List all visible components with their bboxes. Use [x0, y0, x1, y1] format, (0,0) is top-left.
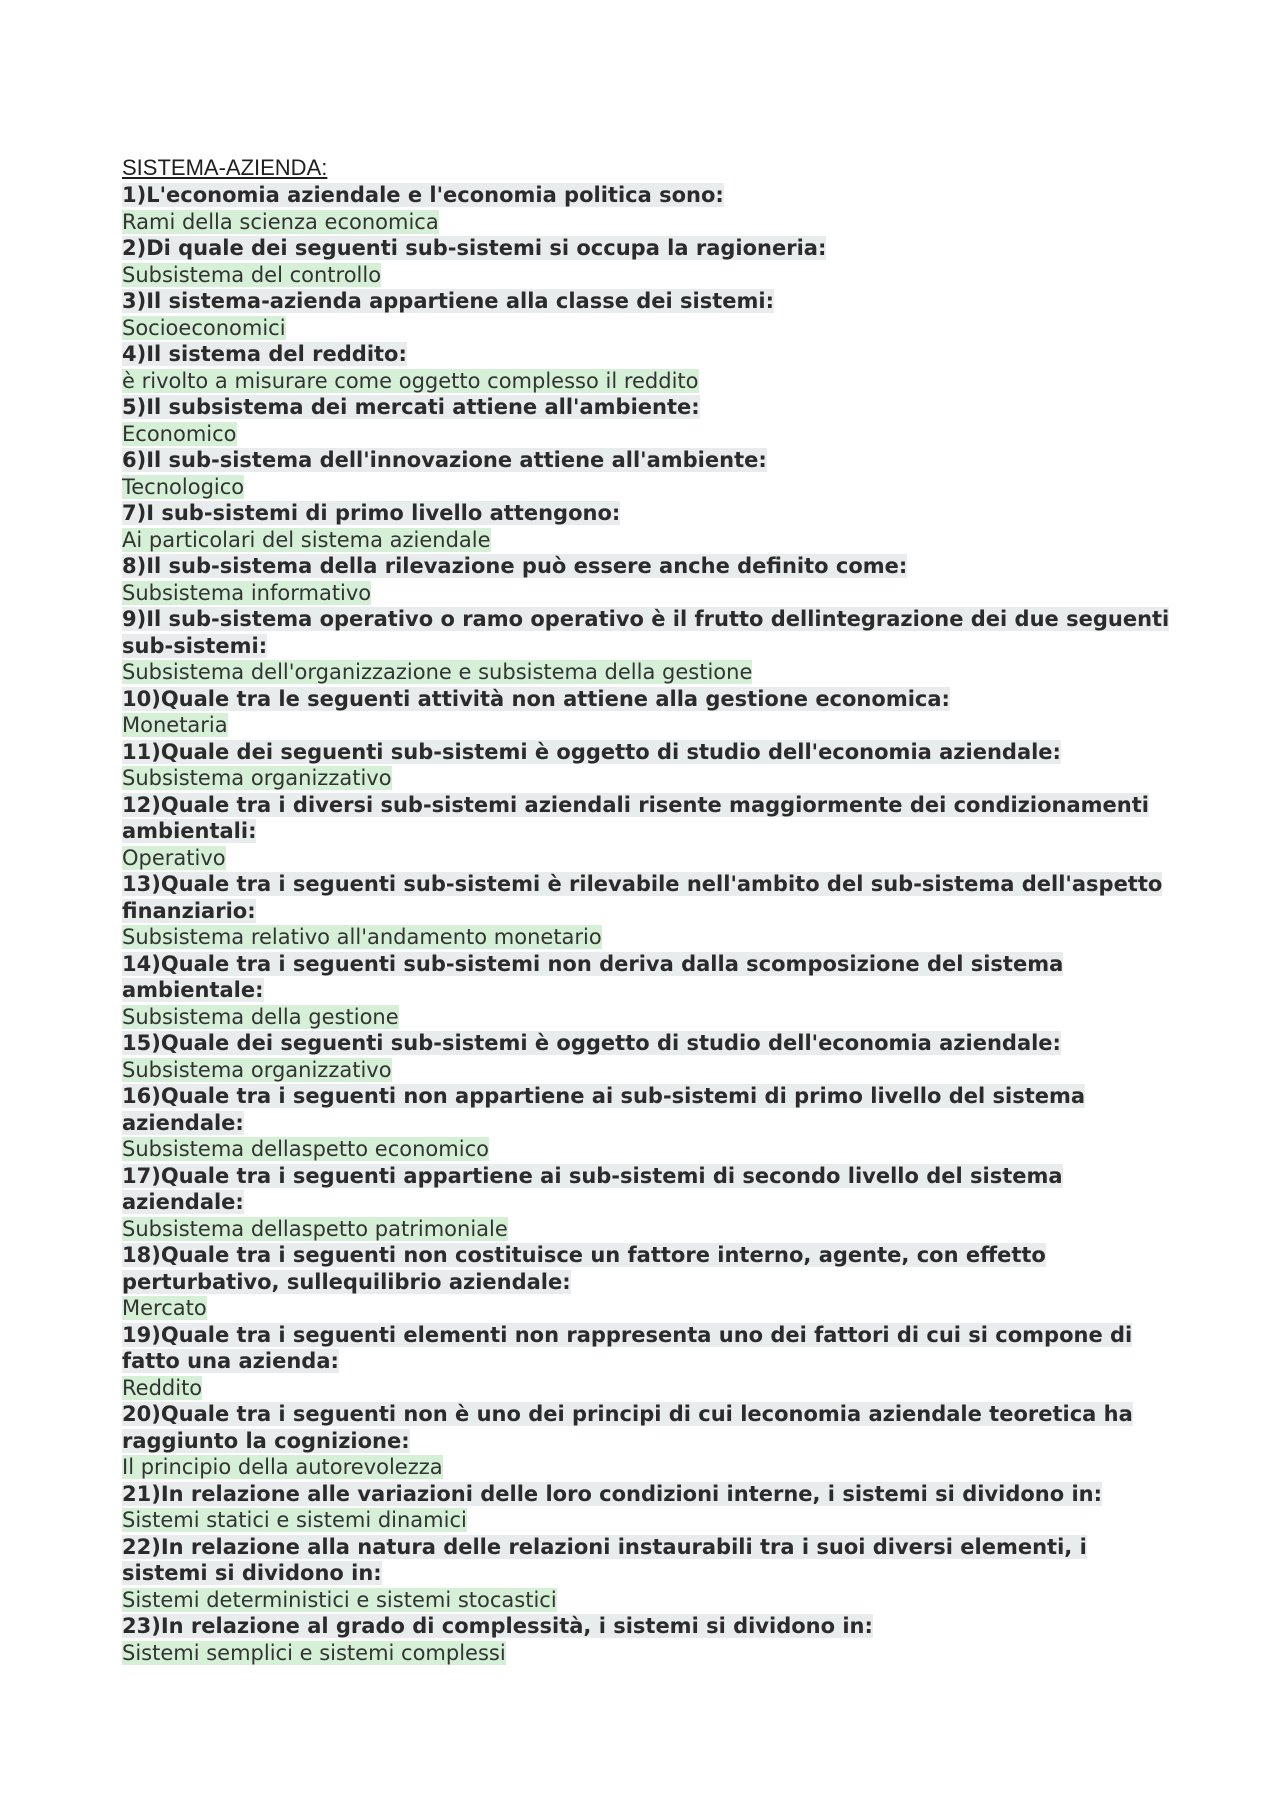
question-highlight: 2)Di quale dei seguenti sub-sistemi si occupa la ragioneria:: [122, 236, 827, 260]
qa-list: [122, 182, 1172, 1666]
answer-highlight: Monetaria: [122, 713, 228, 737]
qa-item: [122, 1322, 1172, 1402]
answer-text: [122, 1136, 1172, 1163]
qa-item: [122, 792, 1172, 872]
qa-item: [122, 1613, 1172, 1666]
question-highlight: 8)Il sub-sistema della rilevazione può essere anche definito come:: [122, 554, 908, 578]
question-text: [122, 951, 1172, 1004]
question-highlight: 20)Quale tra i seguenti non è uno dei principi di cui leconomia aziendale teoretica ha raggiunto la cognizione:: [122, 1402, 1133, 1453]
answer-text: [122, 315, 1172, 342]
answer-highlight: Economico: [122, 421, 237, 446]
answer-highlight: Subsistema della gestione: [122, 1004, 399, 1029]
answer-highlight: Rami della scienza economica: [122, 209, 439, 234]
question-text: [122, 500, 1172, 527]
answer-text: [122, 1507, 1172, 1534]
answer-text: [122, 474, 1172, 501]
document-page: [122, 155, 1172, 1666]
qa-item: [122, 871, 1172, 951]
question-highlight: 7)I sub-sistemi di primo livello attengono:: [122, 501, 621, 525]
question-highlight: 3)Il sistema-azienda appartiene alla classe dei sistemi:: [122, 289, 774, 313]
question-text: [122, 1322, 1172, 1375]
answer-text: [122, 1454, 1172, 1481]
question-highlight: 19)Quale tra i seguenti elementi non rappresenta uno dei fattori di cui si compone di fatto una azienda:: [122, 1322, 1133, 1373]
question-text: [122, 686, 1172, 713]
qa-item: [122, 739, 1172, 792]
answer-highlight: Subsistema organizzativo: [122, 766, 392, 790]
question-text: [122, 1030, 1172, 1057]
answer-text: [122, 580, 1172, 607]
qa-item: [122, 1401, 1172, 1481]
answer-text: [122, 1216, 1172, 1243]
answer-highlight: Subsistema del controllo: [122, 262, 382, 287]
answer-highlight: Reddito: [122, 1375, 203, 1400]
answer-highlight: Sistemi statici e sistemi dinamici: [122, 1508, 467, 1532]
answer-highlight: Subsistema dellaspetto economico: [122, 1137, 489, 1161]
question-text: [122, 394, 1172, 421]
qa-item: [122, 951, 1172, 1031]
question-highlight: 14)Quale tra i seguenti sub-sistemi non deriva dalla scomposizione del sistema ambientale:: [122, 951, 1064, 1002]
answer-text: [122, 368, 1172, 395]
answer-text: [122, 421, 1172, 448]
question-highlight: 21)In relazione alle variazioni delle loro condizioni interne, i sistemi si dividono in:: [122, 1481, 1103, 1506]
qa-item: [122, 1481, 1172, 1534]
answer-text: [122, 1057, 1172, 1084]
qa-item: [122, 1083, 1172, 1163]
answer-text: [122, 845, 1172, 872]
question-text: [122, 182, 1172, 209]
answer-highlight: Sistemi semplici e sistemi complessi: [122, 1640, 506, 1665]
answer-text: [122, 765, 1172, 792]
question-highlight: 13)Quale tra i seguenti sub-sistemi è rilevabile nell'ambito del sub-sistema dell'aspetto finanziario:: [122, 872, 1163, 923]
qa-item: [122, 1163, 1172, 1243]
qa-item: [122, 1242, 1172, 1322]
question-highlight: 11)Quale dei seguenti sub-sistemi è oggetto di studio dell'economia aziendale:: [122, 739, 1061, 764]
question-highlight: 9)Il sub-sistema operativo o ramo operativo è il frutto dellintegrazione dei due seguenti sub-sistemi:: [122, 607, 1170, 658]
answer-highlight: Subsistema dellaspetto patrimoniale: [122, 1216, 508, 1241]
qa-item: [122, 686, 1172, 739]
answer-text: [122, 527, 1172, 554]
question-highlight: 18)Quale tra i seguenti non costituisce un fattore interno, agente, con effetto perturbativo, sullequilibrio aziendale:: [122, 1243, 1046, 1294]
qa-item: [122, 182, 1172, 235]
answer-highlight: Subsistema relativo all'andamento monetario: [122, 925, 602, 949]
answer-highlight: Subsistema organizzativo: [122, 1057, 392, 1082]
answer-text: [122, 712, 1172, 739]
question-text: [122, 553, 1172, 580]
answer-highlight: Socioeconomici: [122, 315, 286, 340]
question-text: [122, 235, 1172, 262]
answer-highlight: è rivolto a misurare come oggetto complesso il reddito: [122, 368, 699, 393]
qa-item: [122, 606, 1172, 686]
question-highlight: 10)Quale tra le seguenti attività non attiene alla gestione economica:: [122, 686, 950, 711]
answer-highlight: Tecnologico: [122, 474, 245, 499]
question-highlight: 6)Il sub-sistema dell'innovazione attiene all'ambiente:: [122, 448, 767, 472]
answer-text: [122, 262, 1172, 289]
question-highlight: 15)Quale dei seguenti sub-sistemi è oggetto di studio dell'economia aziendale:: [122, 1031, 1061, 1055]
question-text: [122, 1083, 1172, 1136]
answer-highlight: Subsistema dell'organizzazione e subsistema della gestione: [122, 660, 753, 684]
qa-item: [122, 288, 1172, 341]
question-text: [122, 792, 1172, 845]
qa-item: [122, 553, 1172, 606]
question-text: [122, 288, 1172, 315]
question-text: [122, 871, 1172, 924]
question-highlight: 22)In relazione alla natura delle relazioni instaurabili tra i suoi diversi elementi, i sistemi si dividono in:: [122, 1534, 1087, 1585]
question-text: [122, 1401, 1172, 1454]
qa-item: [122, 1534, 1172, 1614]
answer-highlight: Operativo: [122, 845, 226, 870]
answer-text: [122, 659, 1172, 686]
question-text: [122, 1613, 1172, 1640]
qa-item: [122, 500, 1172, 553]
question-highlight: 1)L'economia aziendale e l'economia politica sono:: [122, 183, 724, 207]
qa-item: [122, 235, 1172, 288]
question-highlight: 23)In relazione al grado di complessità, i sistemi si dividono in:: [122, 1614, 873, 1638]
question-highlight: 17)Quale tra i seguenti appartiene ai sub-sistemi di secondo livello del sistema aziendale:: [122, 1163, 1063, 1214]
qa-item: [122, 1030, 1172, 1083]
answer-text: [122, 1004, 1172, 1031]
answer-highlight: Sistemi deterministici e sistemi stocastici: [122, 1587, 557, 1612]
answer-highlight: Il principio della autorevolezza: [122, 1455, 443, 1479]
answer-text: [122, 1640, 1172, 1667]
question-text: [122, 1534, 1172, 1587]
answer-text: [122, 1587, 1172, 1614]
answer-highlight: Mercato: [122, 1296, 207, 1320]
question-text: [122, 1481, 1172, 1508]
question-highlight: 4)Il sistema del reddito:: [122, 342, 407, 366]
document-heading: SISTEMA-AZIENDA:: [122, 155, 328, 180]
qa-item: [122, 447, 1172, 500]
question-text: [122, 739, 1172, 766]
qa-item: [122, 394, 1172, 447]
qa-item: [122, 341, 1172, 394]
answer-highlight: Subsistema informativo: [122, 580, 372, 605]
question-text: [122, 606, 1172, 659]
answer-text: [122, 209, 1172, 236]
answer-text: [122, 1375, 1172, 1402]
question-text: [122, 447, 1172, 474]
answer-text: [122, 924, 1172, 951]
question-highlight: 5)Il subsistema dei mercati attiene all'ambiente:: [122, 395, 700, 419]
answer-text: [122, 1295, 1172, 1322]
question-text: [122, 1163, 1172, 1216]
question-highlight: 16)Quale tra i seguenti non appartiene ai sub-sistemi di primo livello del sistema aziendale:: [122, 1084, 1086, 1135]
question-text: [122, 341, 1172, 368]
question-text: [122, 1242, 1172, 1295]
question-highlight: 12)Quale tra i diversi sub-sistemi aziendali risente maggiormente dei condizionamenti ambientali:: [122, 792, 1149, 843]
answer-highlight: Ai particolari del sistema aziendale: [122, 527, 491, 552]
